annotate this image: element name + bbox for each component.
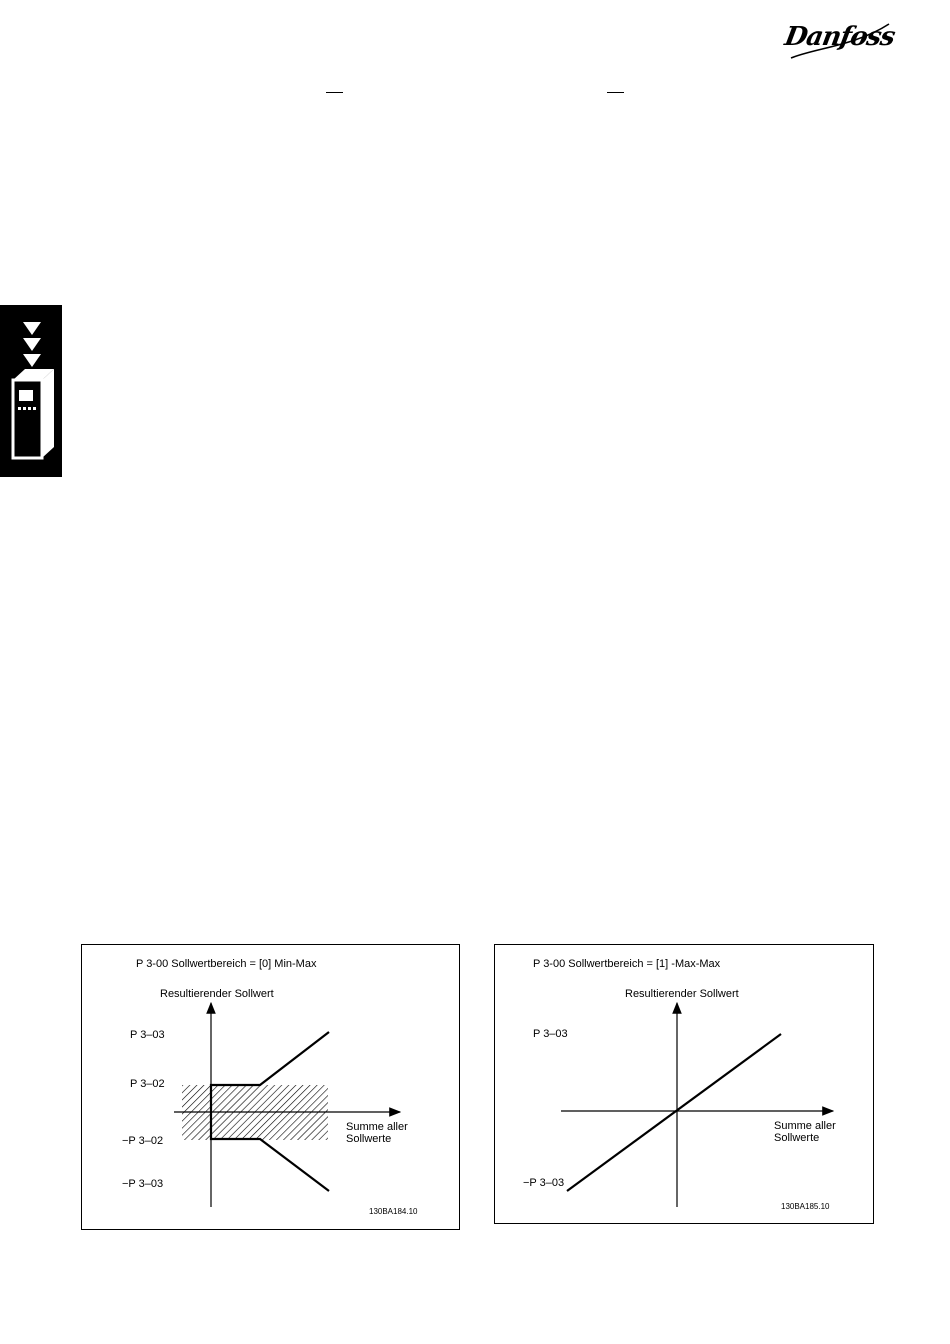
brand-name: Danfoss [782,22,897,52]
x-axis-label-line1: Summe aller [346,1121,408,1133]
y-axis-label: Resultierender Sollwert [625,988,739,1000]
y-axis-label: Resultierender Sollwert [160,988,274,1000]
figure-code: 130BA185.10 [781,1202,830,1211]
header-dash-right [607,92,624,93]
diagram-title: P 3-00 Sollwertbereich = [1] -Max-Max [533,958,721,970]
diagram-title: P 3-00 Sollwertbereich = [0] Min-Max [136,958,317,970]
tick-neg-p302: −P 3–02 [122,1135,164,1147]
tick-neg-p303: −P 3–03 [523,1177,565,1189]
header-dash-left [326,92,343,93]
frequency-converter-icon [0,305,62,477]
x-axis-label-line2: Sollwerte [346,1133,392,1145]
tick-p303: P 3–03 [533,1028,568,1040]
diagram-min-max [81,944,460,1230]
figure-code: 130BA184.10 [369,1207,418,1216]
tick-p302: P 3–02 [130,1078,165,1090]
diagram-neg-max-max [494,944,874,1224]
tick-p303: P 3–03 [130,1029,165,1041]
x-axis-label-line1: Summe aller [774,1120,836,1132]
chapter-side-tab [0,305,62,477]
danfoss-logo [782,18,897,64]
tick-neg-p303: −P 3–03 [122,1178,164,1190]
x-axis-label-line2: Sollwerte [774,1132,820,1144]
linear-output-line [567,1034,781,1191]
